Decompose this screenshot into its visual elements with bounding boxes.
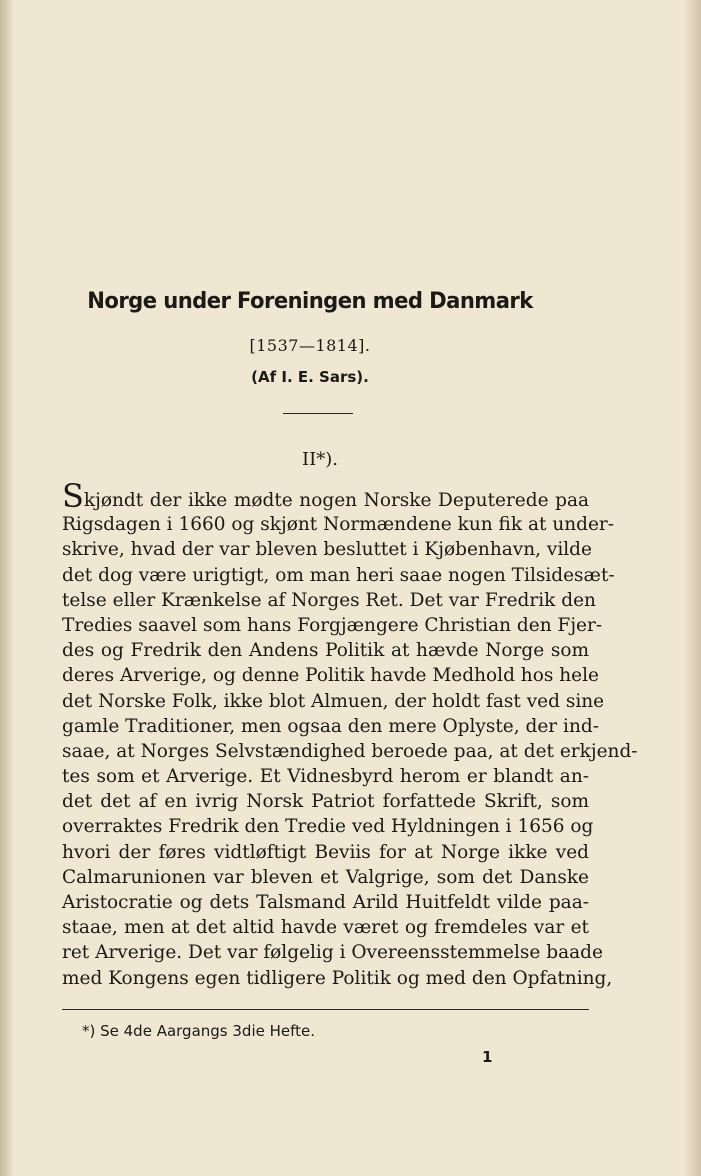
text-line: Tredies saavel som hans Forgjængere Christian den Fjer- xyxy=(62,614,603,636)
footnote: *) Se 4de Aargangs 3die Hefte. xyxy=(82,1022,316,1040)
text-line: saae, at Norges Selvstændighed beroede paa, at det erkjend- xyxy=(62,740,638,762)
article-title: Norge under Foreningen med Danmark xyxy=(87,289,533,314)
body-paragraph xyxy=(62,477,638,991)
text-line: det Norske Folk, ikke blot Almuen, der holdt fast ved sine xyxy=(62,690,605,712)
author-line: (Af I. E. Sars). xyxy=(251,368,369,386)
page-edge-shadow xyxy=(0,0,14,1176)
footnote-divider xyxy=(62,1009,589,1010)
drop-cap: S xyxy=(62,477,84,515)
text-line: hvori der føres vidtløftigt Beviis for at Norge ikke ved xyxy=(62,841,589,863)
text-line: deres Arverige, og denne Politik havde Medhold hos hele xyxy=(62,665,599,687)
text-line: det dog være urigtigt, om man heri saae nogen Tilsidesæt- xyxy=(62,564,615,586)
text-line: Rigsdagen i 1660 og skjønt Normændene kun fik at under- xyxy=(62,514,615,536)
text-line: Aristocratie og dets Talsmand Arild Huitfeldt vilde paa- xyxy=(62,892,589,913)
text-line: ret Arverige. Det var følgelig i Overeensstemmelse baade xyxy=(62,942,603,964)
text-line: med Kongens egen tidligere Politik og med den Opfatning, xyxy=(62,967,613,989)
text-line: Calmarunionen var bleven et Valgrige, som det Danske xyxy=(62,866,589,888)
page-number: 1 xyxy=(482,1048,493,1066)
date-range: [1537—1814]. xyxy=(249,336,371,355)
text-line: det det af en ivrig Norsk Patriot forfattede Skrift, som xyxy=(62,791,589,813)
text-line: des og Fredrik den Andens Politik at hævde Norge som xyxy=(62,640,589,662)
text-line: tes som et Arverige. Et Vidnesbyrd herom er blandt an- xyxy=(62,766,589,788)
text-line: gamle Traditioner, men ogsaa den mere Oplyste, der ind- xyxy=(62,715,599,737)
text-line: staae, men at det altid havde været og fremdeles var et xyxy=(62,917,589,939)
first-line-text: kjøndt der ikke mødte nogen Norske Deputerede paa xyxy=(83,490,589,511)
title-divider xyxy=(283,413,353,414)
text-line: overraktes Fredrik den Tredie ved Hyldningen i 1656 og xyxy=(62,816,594,838)
section-number: II*). xyxy=(302,449,338,470)
text-line: telse eller Krænkelse af Norges Ret. Det var Fredrik den xyxy=(62,589,596,611)
text-line: skrive, hvad der var bleven besluttet i Kjøbenhavn, vilde xyxy=(62,539,592,561)
page-edge-shadow xyxy=(683,0,701,1176)
text-line xyxy=(62,477,589,515)
